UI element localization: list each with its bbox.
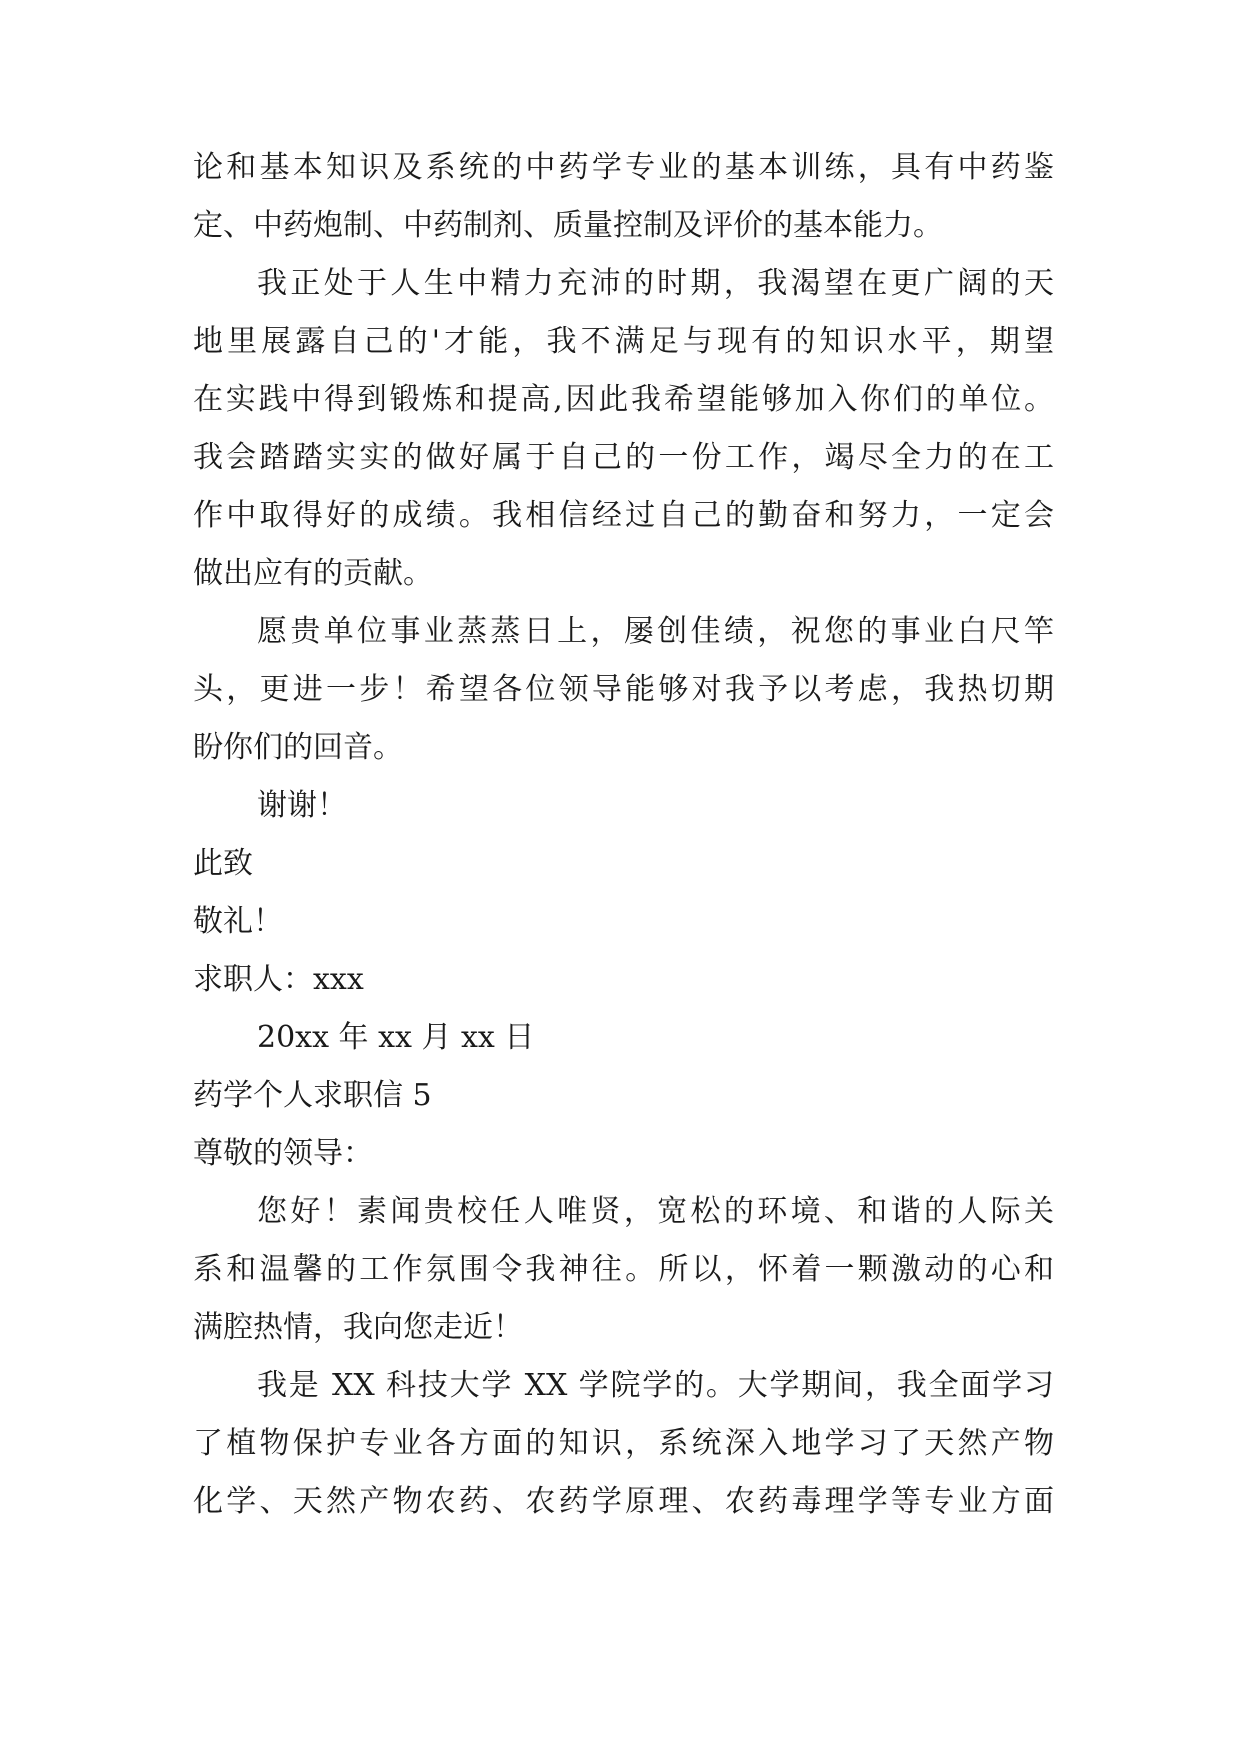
- body-text-line: 我会踏踏实实的做好属于自己的一份工作，竭尽全力的在工: [193, 440, 1054, 475]
- body-text-line: 系和温馨的工作氛围令我神往。所以，怀着一颗激动的心和: [193, 1252, 1054, 1287]
- greeting-line: 尊敬的领导：: [193, 1136, 373, 1171]
- salutation-line: 敬礼！: [193, 904, 283, 939]
- body-text-line: 论和基本知识及系统的中药学专业的基本训练，具有中药鉴: [193, 150, 1054, 185]
- body-text-line: 了植物保护专业各方面的知识，系统深入地学习了天然产物: [193, 1426, 1054, 1461]
- date-line: 20xx 年 xx 月 xx 日: [257, 1020, 535, 1055]
- closing-line: 此致: [193, 846, 253, 881]
- body-text-line: 您好！素闻贵校任人唯贤，宽松的环境、和谐的人际关: [257, 1194, 1054, 1229]
- body-text-line: 化学、天然产物农药、农药学原理、农药毒理学等专业方面: [193, 1484, 1054, 1519]
- body-text-line: 我正处于人生中精力充沛的时期，我渴望在更广阔的天: [257, 266, 1054, 301]
- body-text-line: 在实践中得到锻炼和提高,因此我希望能够加入你们的单位。: [193, 382, 1054, 417]
- body-text-line: 定、中药炮制、中药制剂、质量控制及评价的基本能力。: [193, 208, 943, 243]
- body-text-line: 满腔热情，我向您走近！: [193, 1310, 523, 1345]
- body-text-line: 愿贵单位事业蒸蒸日上，屡创佳绩，祝您的事业白尺竿: [257, 614, 1054, 649]
- body-text-line: 盼你们的回音。: [193, 730, 403, 765]
- thanks-line: 谢谢！: [257, 788, 347, 823]
- body-text-line: 地里展露自己的'才能，我不满足与现有的知识水平，期望: [193, 324, 1054, 359]
- body-text-line: 我是 XX 科技大学 XX 学院学的。大学期间，我全面学习: [257, 1368, 1054, 1403]
- body-text-line: 头，更进一步！希望各位领导能够对我予以考虑，我热切期: [193, 672, 1054, 707]
- applicant-line: 求职人：xxx: [193, 962, 364, 997]
- body-text-line: 作中取得好的成绩。我相信经过自己的勤奋和努力，一定会: [193, 498, 1054, 533]
- body-text-line: 做出应有的贡献。: [193, 556, 433, 591]
- section-title: 药学个人求职信 5: [193, 1078, 432, 1113]
